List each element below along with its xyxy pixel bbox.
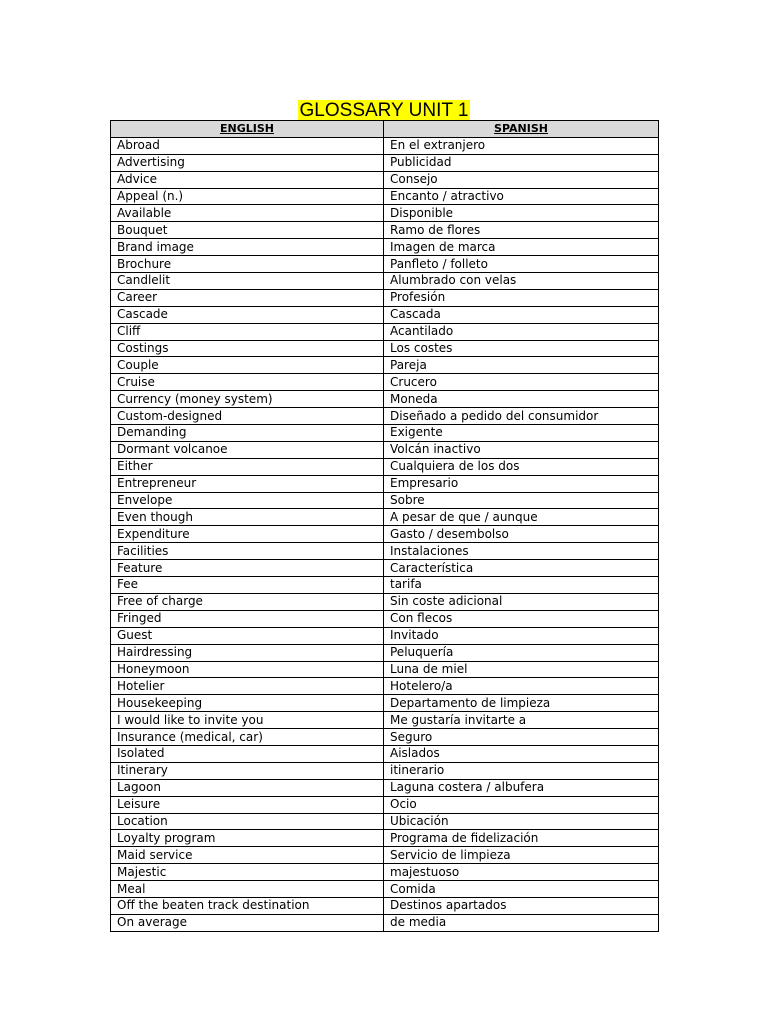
english-term-cell: Guest [111,627,384,644]
spanish-term-cell: Crucero [384,374,659,391]
table-row [111,678,659,695]
english-term-cell: Hairdressing [111,644,384,661]
spanish-term-cell: Hotelero/a [384,678,659,695]
table-row [111,661,659,678]
table-row [111,509,659,526]
spanish-term-cell: Ocio [384,796,659,813]
spanish-term-cell: Comida [384,881,659,898]
table-row [111,188,659,205]
header-row [111,121,659,138]
spanish-term-cell: Sin coste adicional [384,593,659,610]
english-term-cell: Location [111,813,384,830]
english-term-cell: Meal [111,881,384,898]
spanish-term-cell: tarifa [384,577,659,594]
english-term-cell: Career [111,289,384,306]
english-term-cell: Available [111,205,384,222]
spanish-term-cell: Profesión [384,289,659,306]
english-term-cell: Fee [111,577,384,594]
english-term-cell: Abroad [111,137,384,154]
table-row [111,340,659,357]
table-row [111,796,659,813]
column-header-english: ENGLISH [111,121,384,138]
english-term-cell: Insurance (medical, car) [111,729,384,746]
glossary-table [110,120,659,932]
table-row [111,357,659,374]
table-row [111,577,659,594]
spanish-term-cell: Peluquería [384,644,659,661]
english-term-cell: On average [111,914,384,931]
english-term-cell: Candlelit [111,273,384,290]
spanish-term-cell: Alumbrado con velas [384,273,659,290]
spanish-term-cell: Exigente [384,425,659,442]
spanish-term-cell: Servicio de limpieza [384,847,659,864]
column-header-spanish: SPANISH [384,121,659,138]
spanish-term-cell: Cascada [384,306,659,323]
spanish-term-cell: Pareja [384,357,659,374]
table-row [111,729,659,746]
spanish-term-cell: Laguna costera / albufera [384,779,659,796]
table-row [111,154,659,171]
english-term-cell: Maid service [111,847,384,864]
english-term-cell: Expenditure [111,526,384,543]
english-term-cell: Entrepreneur [111,475,384,492]
english-term-cell: Housekeeping [111,695,384,712]
english-term-cell: Brand image [111,239,384,256]
table-row [111,289,659,306]
spanish-term-cell: Aislados [384,745,659,762]
table-row [111,425,659,442]
table-row [111,847,659,864]
table-row [111,137,659,154]
english-term-cell: Off the beaten track destination [111,897,384,914]
spanish-term-cell: Acantilado [384,323,659,340]
english-term-cell: Bouquet [111,222,384,239]
table-row [111,610,659,627]
table-row [111,222,659,239]
spanish-term-cell: Publicidad [384,154,659,171]
table-row [111,475,659,492]
spanish-term-cell: Panfleto / folleto [384,256,659,273]
english-term-cell: Cliff [111,323,384,340]
table-row [111,627,659,644]
table-row [111,391,659,408]
table-row [111,644,659,661]
english-term-cell: Free of charge [111,593,384,610]
table-row [111,695,659,712]
table-row [111,712,659,729]
english-term-cell: Fringed [111,610,384,627]
table-row [111,897,659,914]
spanish-term-cell: Característica [384,560,659,577]
table-row [111,560,659,577]
table-row [111,458,659,475]
spanish-term-cell: A pesar de que / aunque [384,509,659,526]
english-term-cell: Brochure [111,256,384,273]
table-row [111,745,659,762]
english-term-cell: Advertising [111,154,384,171]
table-row [111,830,659,847]
page-title [0,86,768,124]
table-row [111,273,659,290]
table-row [111,762,659,779]
table-row [111,779,659,796]
table-row [111,323,659,340]
english-term-cell: Costings [111,340,384,357]
table-row [111,306,659,323]
spanish-term-cell: itinerario [384,762,659,779]
table-row [111,408,659,425]
spanish-term-cell: Empresario [384,475,659,492]
english-term-cell: Loyalty program [111,830,384,847]
english-term-cell: I would like to invite you [111,712,384,729]
glossary-table-body [111,137,659,931]
table-row [111,492,659,509]
english-term-cell: Dormant volcanoe [111,441,384,458]
glossary-table-header [111,121,659,138]
spanish-term-cell: Seguro [384,729,659,746]
spanish-term-cell: Ramo de flores [384,222,659,239]
table-row [111,256,659,273]
spanish-term-cell: Los costes [384,340,659,357]
spanish-term-cell: Ubicación [384,813,659,830]
spanish-term-cell: Consejo [384,171,659,188]
page-title-text: GLOSSARY UNIT 1 [299,100,469,121]
spanish-term-cell: Destinos apartados [384,897,659,914]
spanish-term-cell: Cualquiera de los dos [384,458,659,475]
english-term-cell: Demanding [111,425,384,442]
spanish-term-cell: En el extranjero [384,137,659,154]
spanish-term-cell: Luna de miel [384,661,659,678]
spanish-term-cell: Invitado [384,627,659,644]
english-term-cell: Feature [111,560,384,577]
english-term-cell: Even though [111,509,384,526]
english-term-cell: Custom-designed [111,408,384,425]
english-term-cell: Advice [111,171,384,188]
spanish-term-cell: Imagen de marca [384,239,659,256]
english-term-cell: Lagoon [111,779,384,796]
spanish-term-cell: Programa de fidelización [384,830,659,847]
spanish-term-cell: Departamento de limpieza [384,695,659,712]
spanish-term-cell: Instalaciones [384,543,659,560]
table-row [111,171,659,188]
table-row [111,813,659,830]
spanish-term-cell: Encanto / atractivo [384,188,659,205]
table-row [111,543,659,560]
english-term-cell: Couple [111,357,384,374]
english-term-cell: Cascade [111,306,384,323]
english-term-cell: Itinerary [111,762,384,779]
table-row [111,239,659,256]
english-term-cell: Facilities [111,543,384,560]
spanish-term-cell: Diseñado a pedido del consumidor [384,408,659,425]
english-term-cell: Majestic [111,864,384,881]
spanish-term-cell: majestuoso [384,864,659,881]
spanish-term-cell: Con flecos [384,610,659,627]
english-term-cell: Honeymoon [111,661,384,678]
table-row [111,864,659,881]
english-term-cell: Envelope [111,492,384,509]
english-term-cell: Hotelier [111,678,384,695]
table-row [111,881,659,898]
table-row [111,593,659,610]
spanish-term-cell: Gasto / desembolso [384,526,659,543]
table-row [111,441,659,458]
table-row [111,374,659,391]
spanish-term-cell: Disponible [384,205,659,222]
english-term-cell: Isolated [111,745,384,762]
table-row [111,526,659,543]
spanish-term-cell: Moneda [384,391,659,408]
spanish-term-cell: Me gustaría invitarte a [384,712,659,729]
table-row [111,205,659,222]
english-term-cell: Either [111,458,384,475]
english-term-cell: Appeal (n.) [111,188,384,205]
english-term-cell: Cruise [111,374,384,391]
spanish-term-cell: Volcán inactivo [384,441,659,458]
spanish-term-cell: Sobre [384,492,659,509]
table-row [111,914,659,931]
english-term-cell: Leisure [111,796,384,813]
spanish-term-cell: de media [384,914,659,931]
english-term-cell: Currency (money system) [111,391,384,408]
